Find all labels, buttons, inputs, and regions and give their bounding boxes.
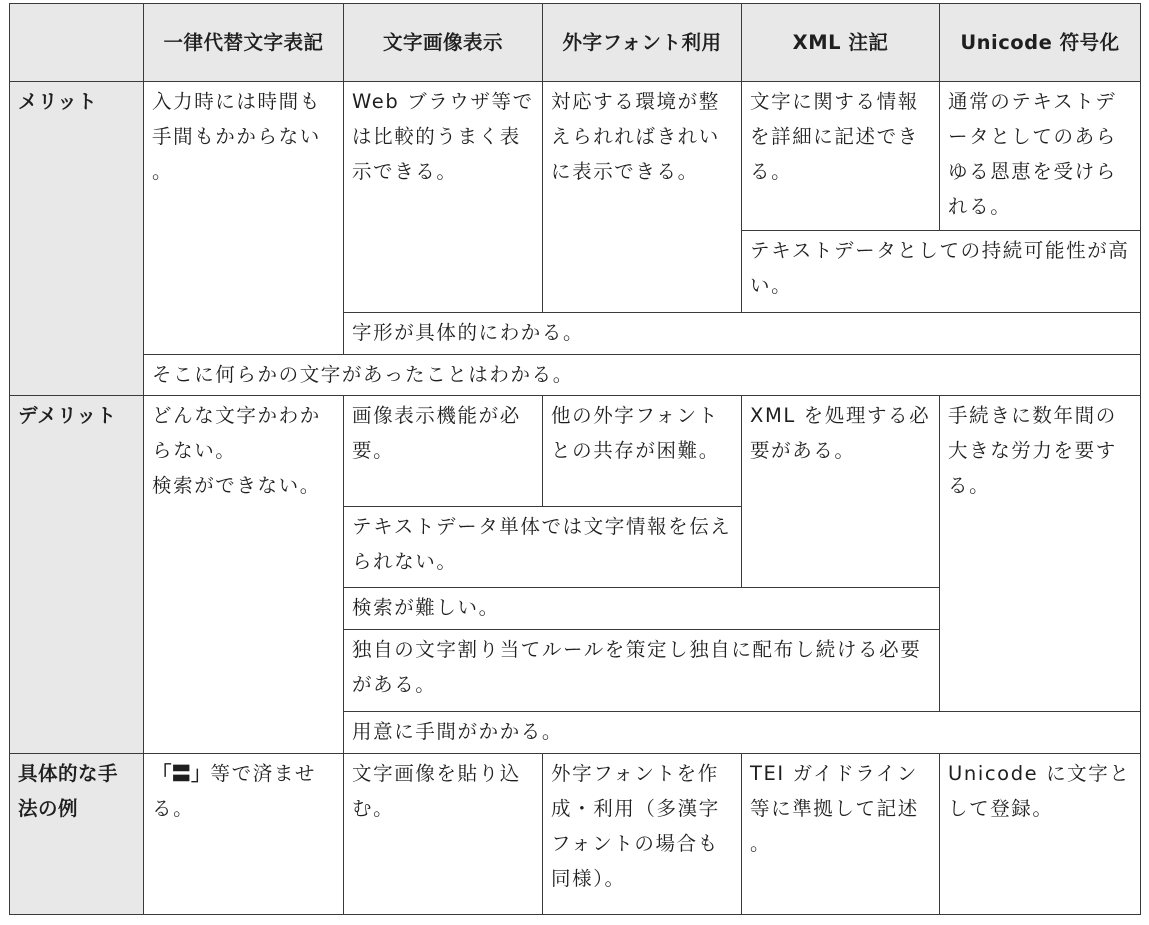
merit-unicode-encoding: 通常のテキストデータとしてのあらゆる恩恵を受けられる。 bbox=[940, 82, 1141, 231]
demerit-unicode-encoding: 手続きに数年間の大きな労力を要する。 bbox=[940, 396, 1141, 711]
merit-char-image: Web ブラウザ等では比較的うまく表示できる。 bbox=[344, 82, 543, 313]
geta-mark: 「〓」 bbox=[152, 761, 211, 785]
example-uniform-substitute-text: 等で済ませる。 bbox=[152, 761, 317, 820]
row-label-merit: メリット bbox=[10, 82, 144, 396]
demerit-uniform-substitute: どんな文字かわからない。 検索ができない。 bbox=[144, 396, 344, 753]
example-uniform-substitute bbox=[144, 753, 344, 914]
demerit-xml-annotation: XML を処理する必要がある。 bbox=[742, 396, 940, 588]
merit-gaiji-font: 対応する環境が整えられればきれいに表示できる。 bbox=[543, 82, 742, 313]
example-char-image: 文字画像を貼り込む。 bbox=[344, 753, 543, 914]
merit-xml-annotation: 文字に関する情報を詳細に記述できる。 bbox=[742, 82, 940, 231]
header-uniform-substitute: 一律代替文字表記 bbox=[144, 4, 344, 82]
comparison-table bbox=[9, 3, 1141, 915]
demerit-gaiji-font: 他の外字フォントとの共存が困難。 bbox=[543, 396, 742, 506]
demerit-char-image: 画像表示機能が必要。 bbox=[344, 396, 543, 506]
merit-sustainability: テキストデータとしての持続可能性が高い。 bbox=[742, 231, 1141, 313]
header-char-image: 文字画像表示 bbox=[344, 4, 543, 82]
header-gaiji-font: 外字フォント利用 bbox=[543, 4, 742, 82]
merit-glyph-visible: 字形が具体的にわかる。 bbox=[344, 312, 1141, 354]
example-gaiji-font: 外字フォントを作成・利用（多漢字フォントの場合も同様）。 bbox=[543, 753, 742, 914]
demerit-no-text-info: テキストデータ単体では文字情報を伝えられない。 bbox=[344, 506, 742, 588]
demerit-custom-rule: 独自の文字割り当てルールを策定し独自に配布し続ける必要がある。 bbox=[344, 630, 940, 712]
merit-char-presence: そこに何らかの文字があったことはわかる。 bbox=[144, 354, 1141, 396]
header-xml-annotation: XML 注記 bbox=[742, 4, 940, 82]
header-unicode-encoding: Unicode 符号化 bbox=[940, 4, 1141, 82]
row-label-demerit: デメリット bbox=[10, 396, 144, 753]
merit-uniform-substitute: 入力時には時間も手間もかからない。 bbox=[144, 82, 344, 355]
example-unicode-encoding: Unicode に文字として登録。 bbox=[940, 753, 1141, 914]
example-xml-annotation: TEI ガイドライン等に準拠して記述。 bbox=[742, 753, 940, 914]
demerit-hard-search: 検索が難しい。 bbox=[344, 588, 940, 630]
demerit-setup-effort: 用意に手間がかかる。 bbox=[344, 711, 1141, 753]
row-label-example: 具体的な手法の例 bbox=[10, 753, 144, 914]
corner-cell bbox=[10, 4, 144, 82]
